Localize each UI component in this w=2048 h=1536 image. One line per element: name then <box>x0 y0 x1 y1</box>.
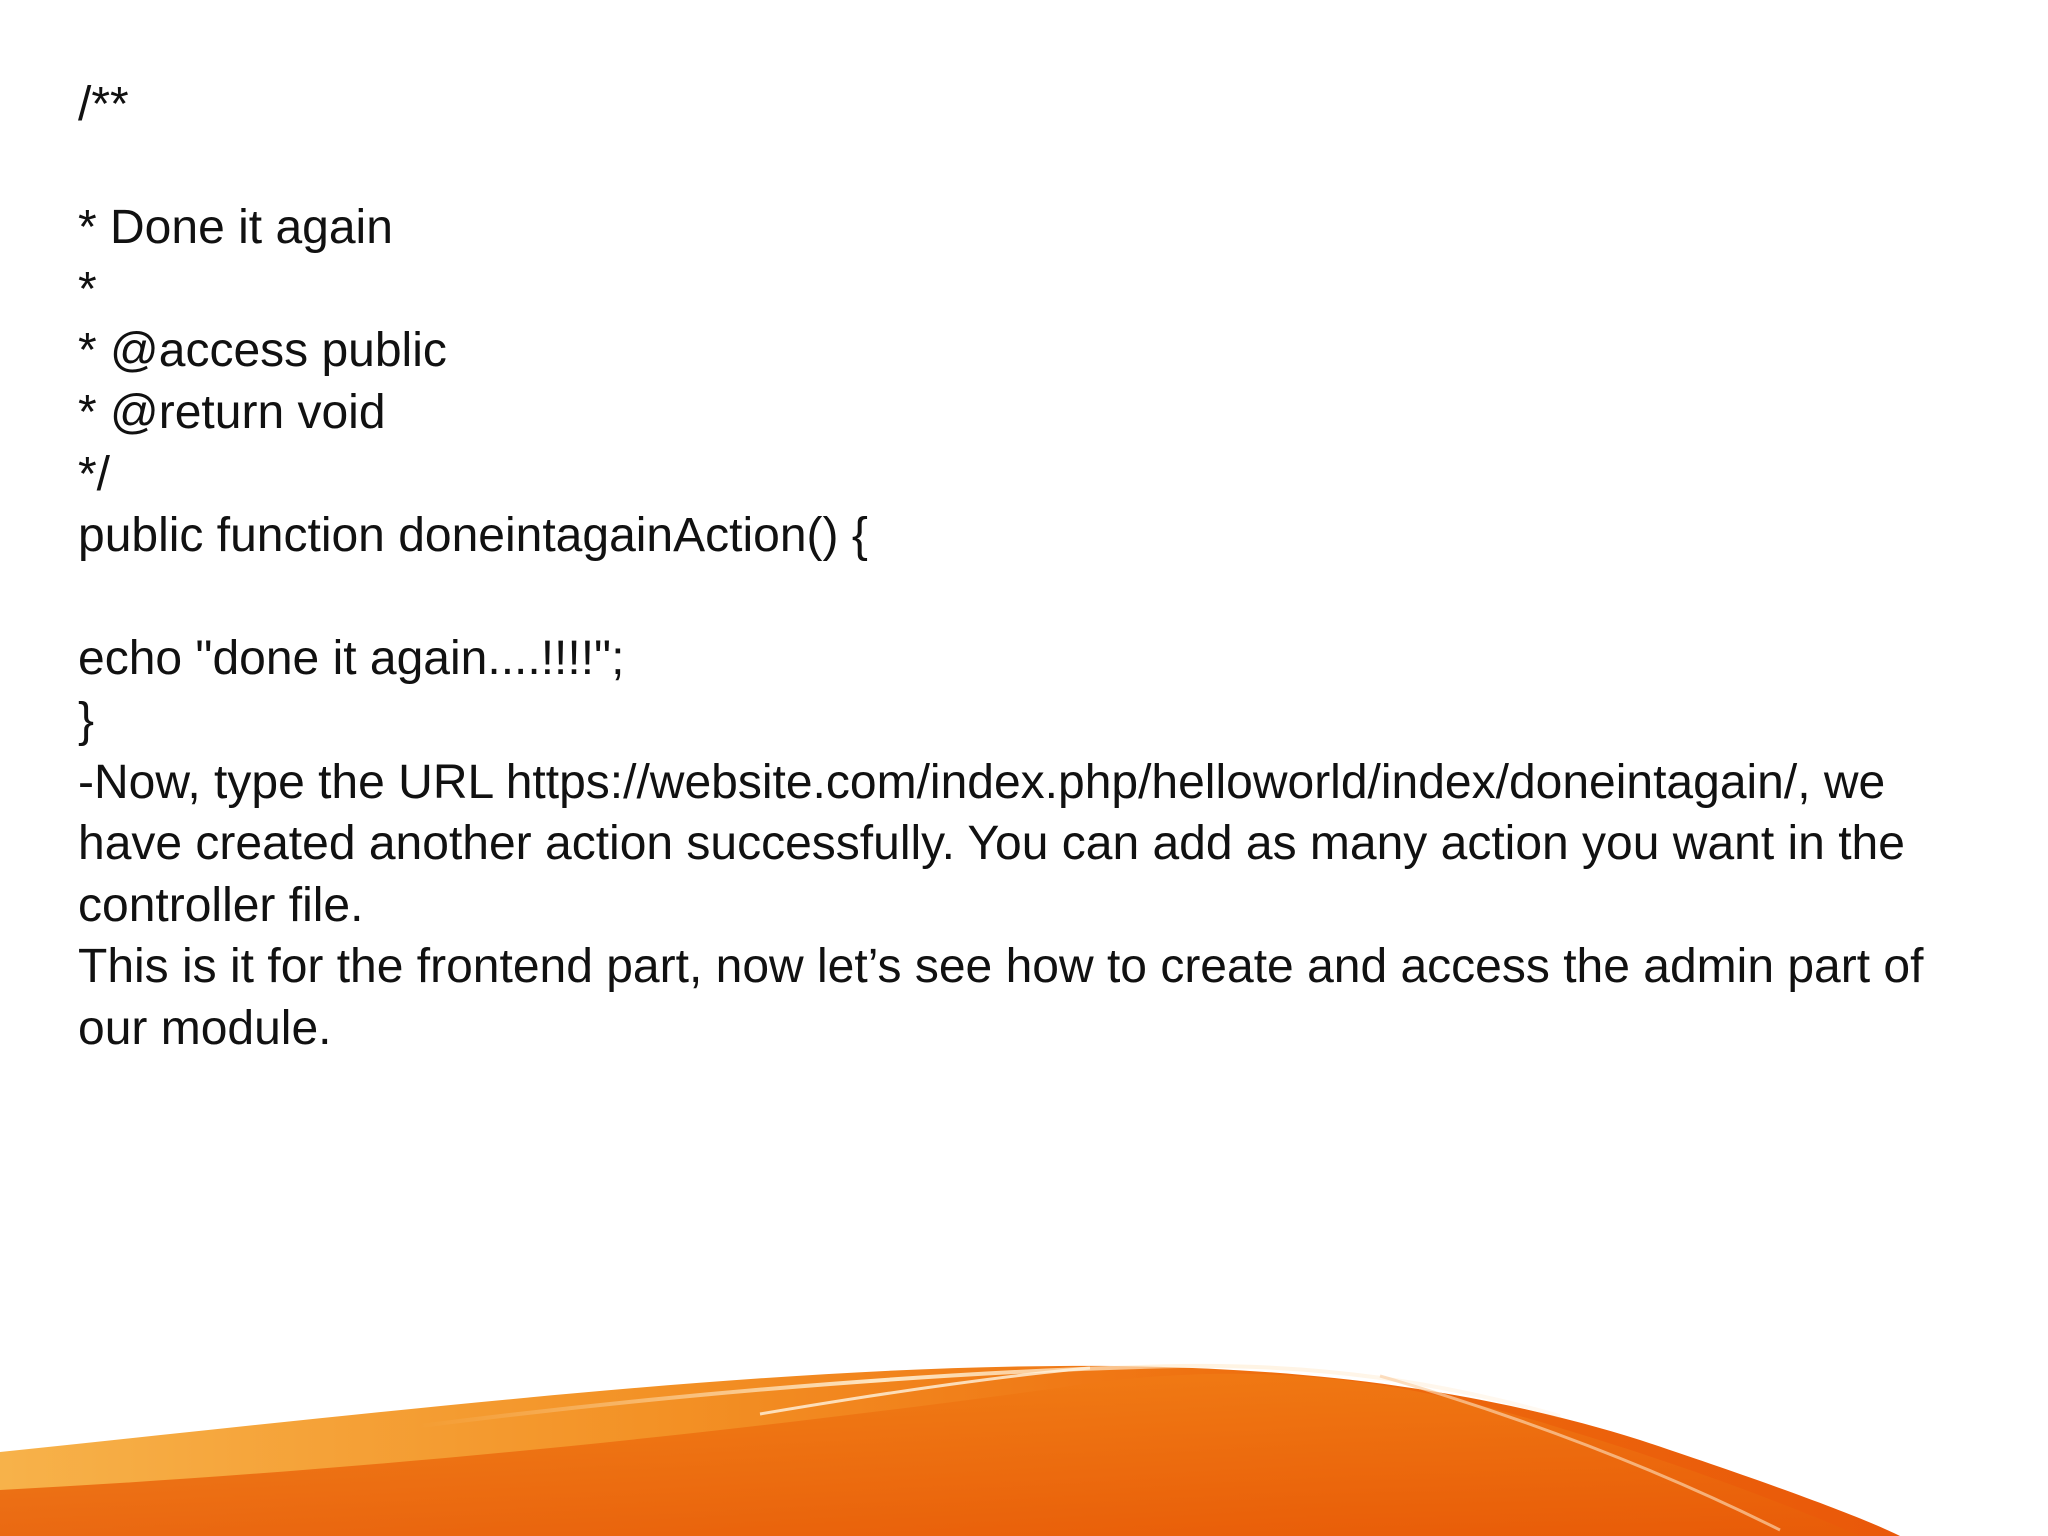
comment-open-line: /** <box>78 78 129 131</box>
instruction-paragraph: -Now, type the URL https://website.com/index.php/helloworld/index/doneintagain/, we have created another action successfully. You can add as many action you want in the controller file. <box>78 755 1905 932</box>
function-signature-line: public function doneintagainAction() { <box>78 509 868 563</box>
comment-return-line: * @return void <box>78 385 386 439</box>
decorative-orange-wave <box>0 1320 2048 1536</box>
blank-line <box>78 567 1998 629</box>
blank-line <box>78 136 1998 198</box>
comment-access-line: * @access public <box>78 324 447 378</box>
comment-description-line: * Done it again <box>78 201 393 255</box>
summary-paragraph: This is it for the frontend part, now let’s see how to create and access the admin part of our module. <box>78 940 1924 1055</box>
echo-statement-line: echo "done it again....!!!!"; <box>78 632 625 686</box>
closing-brace-line: } <box>78 693 95 747</box>
slide-body <box>78 74 1998 1060</box>
comment-close-line: */ <box>78 447 111 501</box>
comment-asterisk-line: * <box>78 262 97 316</box>
